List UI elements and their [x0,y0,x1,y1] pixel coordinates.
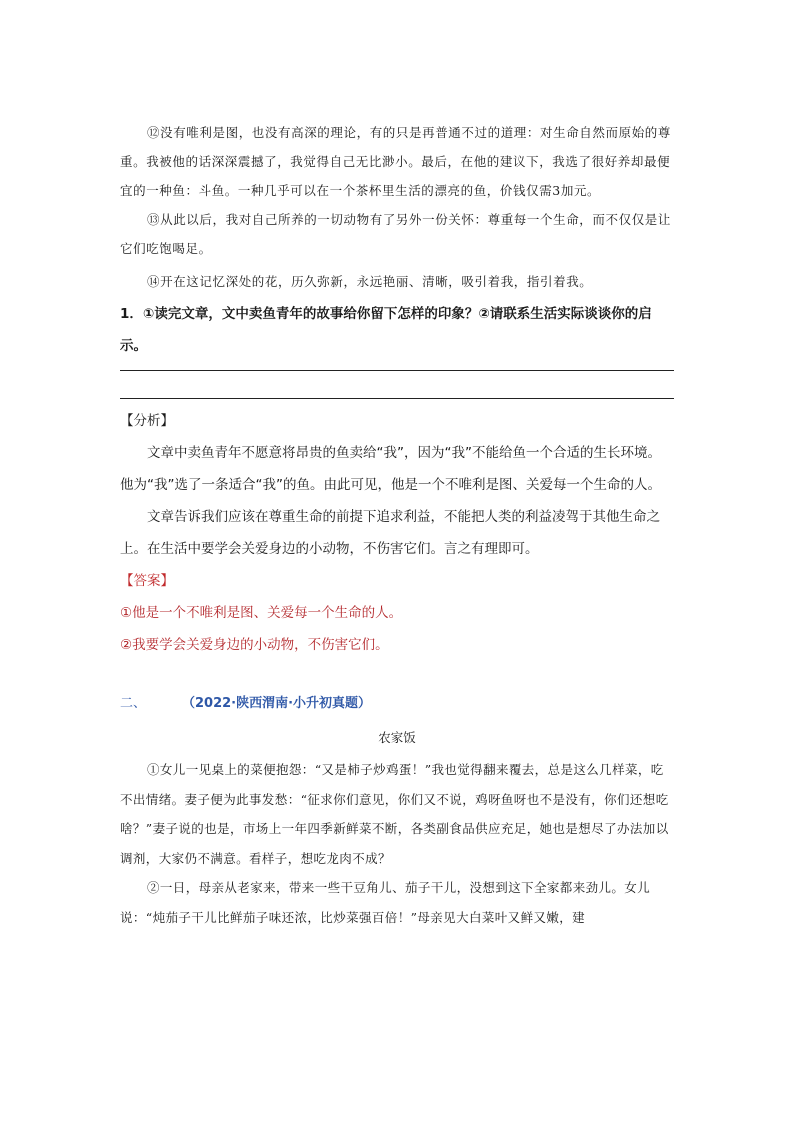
passage-paragraph-13: ⑬从此以后，我对自己所养的一切动物有了另外一份关怀：尊重每一个生命，而不仅仅是让它们吃饱喝足。 [120,212,672,256]
section-number: 二、 [120,696,147,711]
answer-line-1: ①他是一个不唯利是图、关爱每一个生命的人。 [120,605,403,621]
passage-paragraph-14: ⑭开在这记忆深处的花，历久弥新，永远艳丽、清晰，吸引着我，指引着我。 [147,274,593,289]
section-two-heading [120,691,674,717]
answer-label: 【答案】 [120,573,174,589]
answer-line-2: ②我要学会关爱身边的小动物，不伤害它们。 [120,637,389,653]
document-page [120,118,674,932]
article-paragraph-1: ①女儿一见桌上的菜便抱怨：“又是柿子炒鸡蛋！”我也觉得翻来覆去，总是这么几样菜，吃不出情绪。妻子便为此事发愁：“征求你们意见，你们又不说，鸡呀鱼呀也不是没有，你们还想吃啥？”妻子说的也是，市场上一年四季新鲜菜不断，各类副食品供应充足，她也是想尽了办法加以调剂，大家仍不满意。看样子，想吃龙肉不成？ [120,762,669,866]
answer-blank-line[interactable] [120,398,674,399]
section-source: （2022·陕西渭南·小升初真题） [182,696,372,711]
analysis-paragraph: 文章中卖鱼青年不愿意将昂贵的鱼卖给“我”，因为“我”不能给鱼一个合适的生长环境。他为“我”选了一条适合“我”的鱼。由此可见，他是一个不唯利是图、关爱每一个生命的人。 [120,445,661,493]
article-paragraph-2: ②一日，母亲从老家来，带来一些干豆角儿、茄子干儿，没想到这下全家都来劲儿。女儿说：“炖茄子干儿比鲜茄子味还浓，比炒菜强百倍！”母亲见大白菜叶又鲜又嫩，建 [120,880,651,925]
passage-paragraph-12: ⑫没有唯利是图，也没有高深的理论，有的只是再普通不过的道理：对生命自然而原始的尊重。我被他的话深深震撼了，我觉得自己无比渺小。最后，在他的建议下，我选了很好养却最便宜的一种鱼：斗鱼。一种几乎可以在一个茶杯里生活的漂亮的鱼，价钱仅需3加元。 [120,125,672,198]
analysis-paragraph: 文章告诉我们应该在尊重生命的前提下追求利益，不能把人类的利益凌驾于其他生命之上。在生活中要学会关爱身边的小动物，不伤害它们。言之有理即可。 [120,509,660,557]
question-1: 1．①读完文章，文中卖鱼青年的故事给你留下怎样的印象？②请联系生活实际谈谈你的启示。 [120,306,652,354]
analysis-label: 【分析】 [120,413,174,429]
answer-blank-line[interactable] [120,370,674,371]
article-title: 农家饭 [378,730,416,745]
